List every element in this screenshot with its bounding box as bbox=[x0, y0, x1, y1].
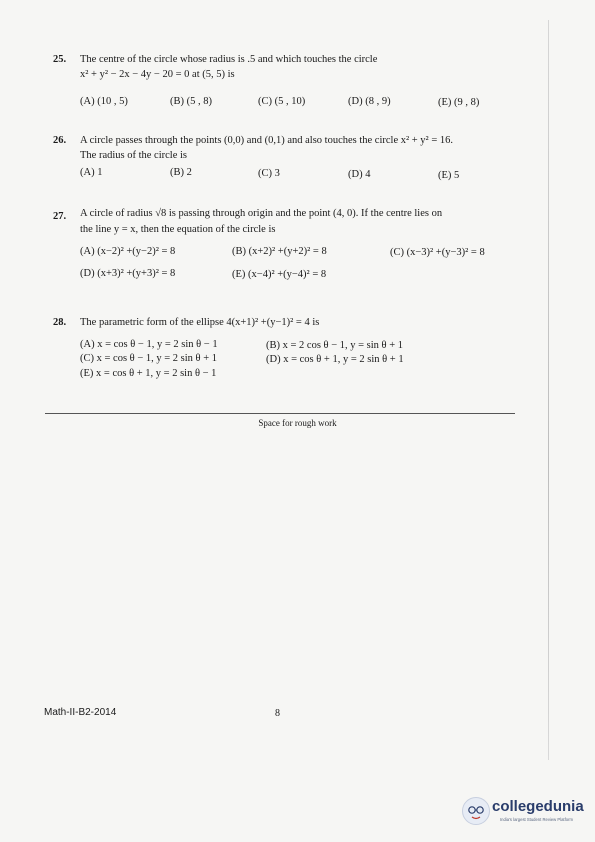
rough-work-label: Space for rough work bbox=[258, 418, 337, 428]
watermark-logo bbox=[462, 795, 582, 831]
option-e: (E) x = cos θ + 1, y = 2 sin θ − 1 bbox=[80, 368, 217, 379]
option-b: (B) 2 bbox=[170, 167, 192, 178]
question-number: 28. bbox=[53, 317, 67, 328]
option-b: (B) (x+2)² +(y+2)² = 8 bbox=[232, 246, 327, 257]
question-text: The centre of the circle whose radius is .5 and which touches the circle bbox=[80, 54, 378, 65]
question-text-line2: The radius of the circle is bbox=[80, 150, 187, 161]
question-text-line2: the line y = x, then the equation of the circle is bbox=[80, 224, 276, 235]
option-a: (A) 1 bbox=[80, 167, 103, 178]
question-text: The parametric form of the ellipse 4(x+1)² +(y−1)² = 4 is bbox=[80, 317, 320, 328]
option-d: (D) 4 bbox=[348, 169, 371, 180]
question-number: 27. bbox=[53, 211, 67, 222]
question-text: A circle of radius √8 is passing through origin and the point (4, 0). If the centre lies on bbox=[80, 208, 443, 219]
page-number: 8 bbox=[275, 708, 280, 719]
question-text: A circle passes through the points (0,0) and (0,1) and also touches the circle x² + y² = 16. bbox=[80, 135, 454, 146]
question-number: 26. bbox=[53, 135, 67, 146]
option-a: (A) (x−2)² +(y−2)² = 8 bbox=[80, 246, 176, 257]
question-text-line2: x² + y² − 2x − 4y − 20 = 0 at (5, 5) is bbox=[80, 69, 235, 80]
option-a: (A) (10 , 5) bbox=[80, 96, 128, 107]
option-d: (D) x = cos θ + 1, y = 2 sin θ + 1 bbox=[266, 354, 404, 365]
paper-code: Math-II-B2-2014 bbox=[44, 707, 117, 718]
option-c: (C) 3 bbox=[258, 168, 280, 179]
option-e: (E) (9 , 8) bbox=[438, 97, 480, 108]
option-c: (C) (x−3)² +(y−3)² = 8 bbox=[390, 247, 485, 258]
option-a: (A) x = cos θ − 1, y = 2 sin θ − 1 bbox=[80, 339, 218, 350]
option-c: (C) x = cos θ − 1, y = 2 sin θ + 1 bbox=[80, 353, 217, 364]
brand-tagline: India's largest Student Review Platform bbox=[500, 817, 573, 822]
option-c: (C) (5 , 10) bbox=[258, 96, 306, 107]
option-d: (D) (8 , 9) bbox=[348, 96, 391, 107]
mascot-icon bbox=[462, 797, 490, 825]
option-e: (E) (x−4)² +(y−4)² = 8 bbox=[232, 269, 327, 280]
option-b: (B) x = 2 cos θ − 1, y = sin θ + 1 bbox=[266, 340, 403, 351]
divider-line bbox=[45, 413, 515, 414]
scan-edge bbox=[548, 20, 549, 760]
option-e: (E) 5 bbox=[438, 170, 460, 181]
option-d: (D) (x+3)² +(y+3)² = 8 bbox=[80, 268, 176, 279]
question-number: 25. bbox=[53, 54, 67, 65]
brand-name: collegedunia bbox=[492, 798, 584, 815]
option-b: (B) (5 , 8) bbox=[170, 96, 212, 107]
